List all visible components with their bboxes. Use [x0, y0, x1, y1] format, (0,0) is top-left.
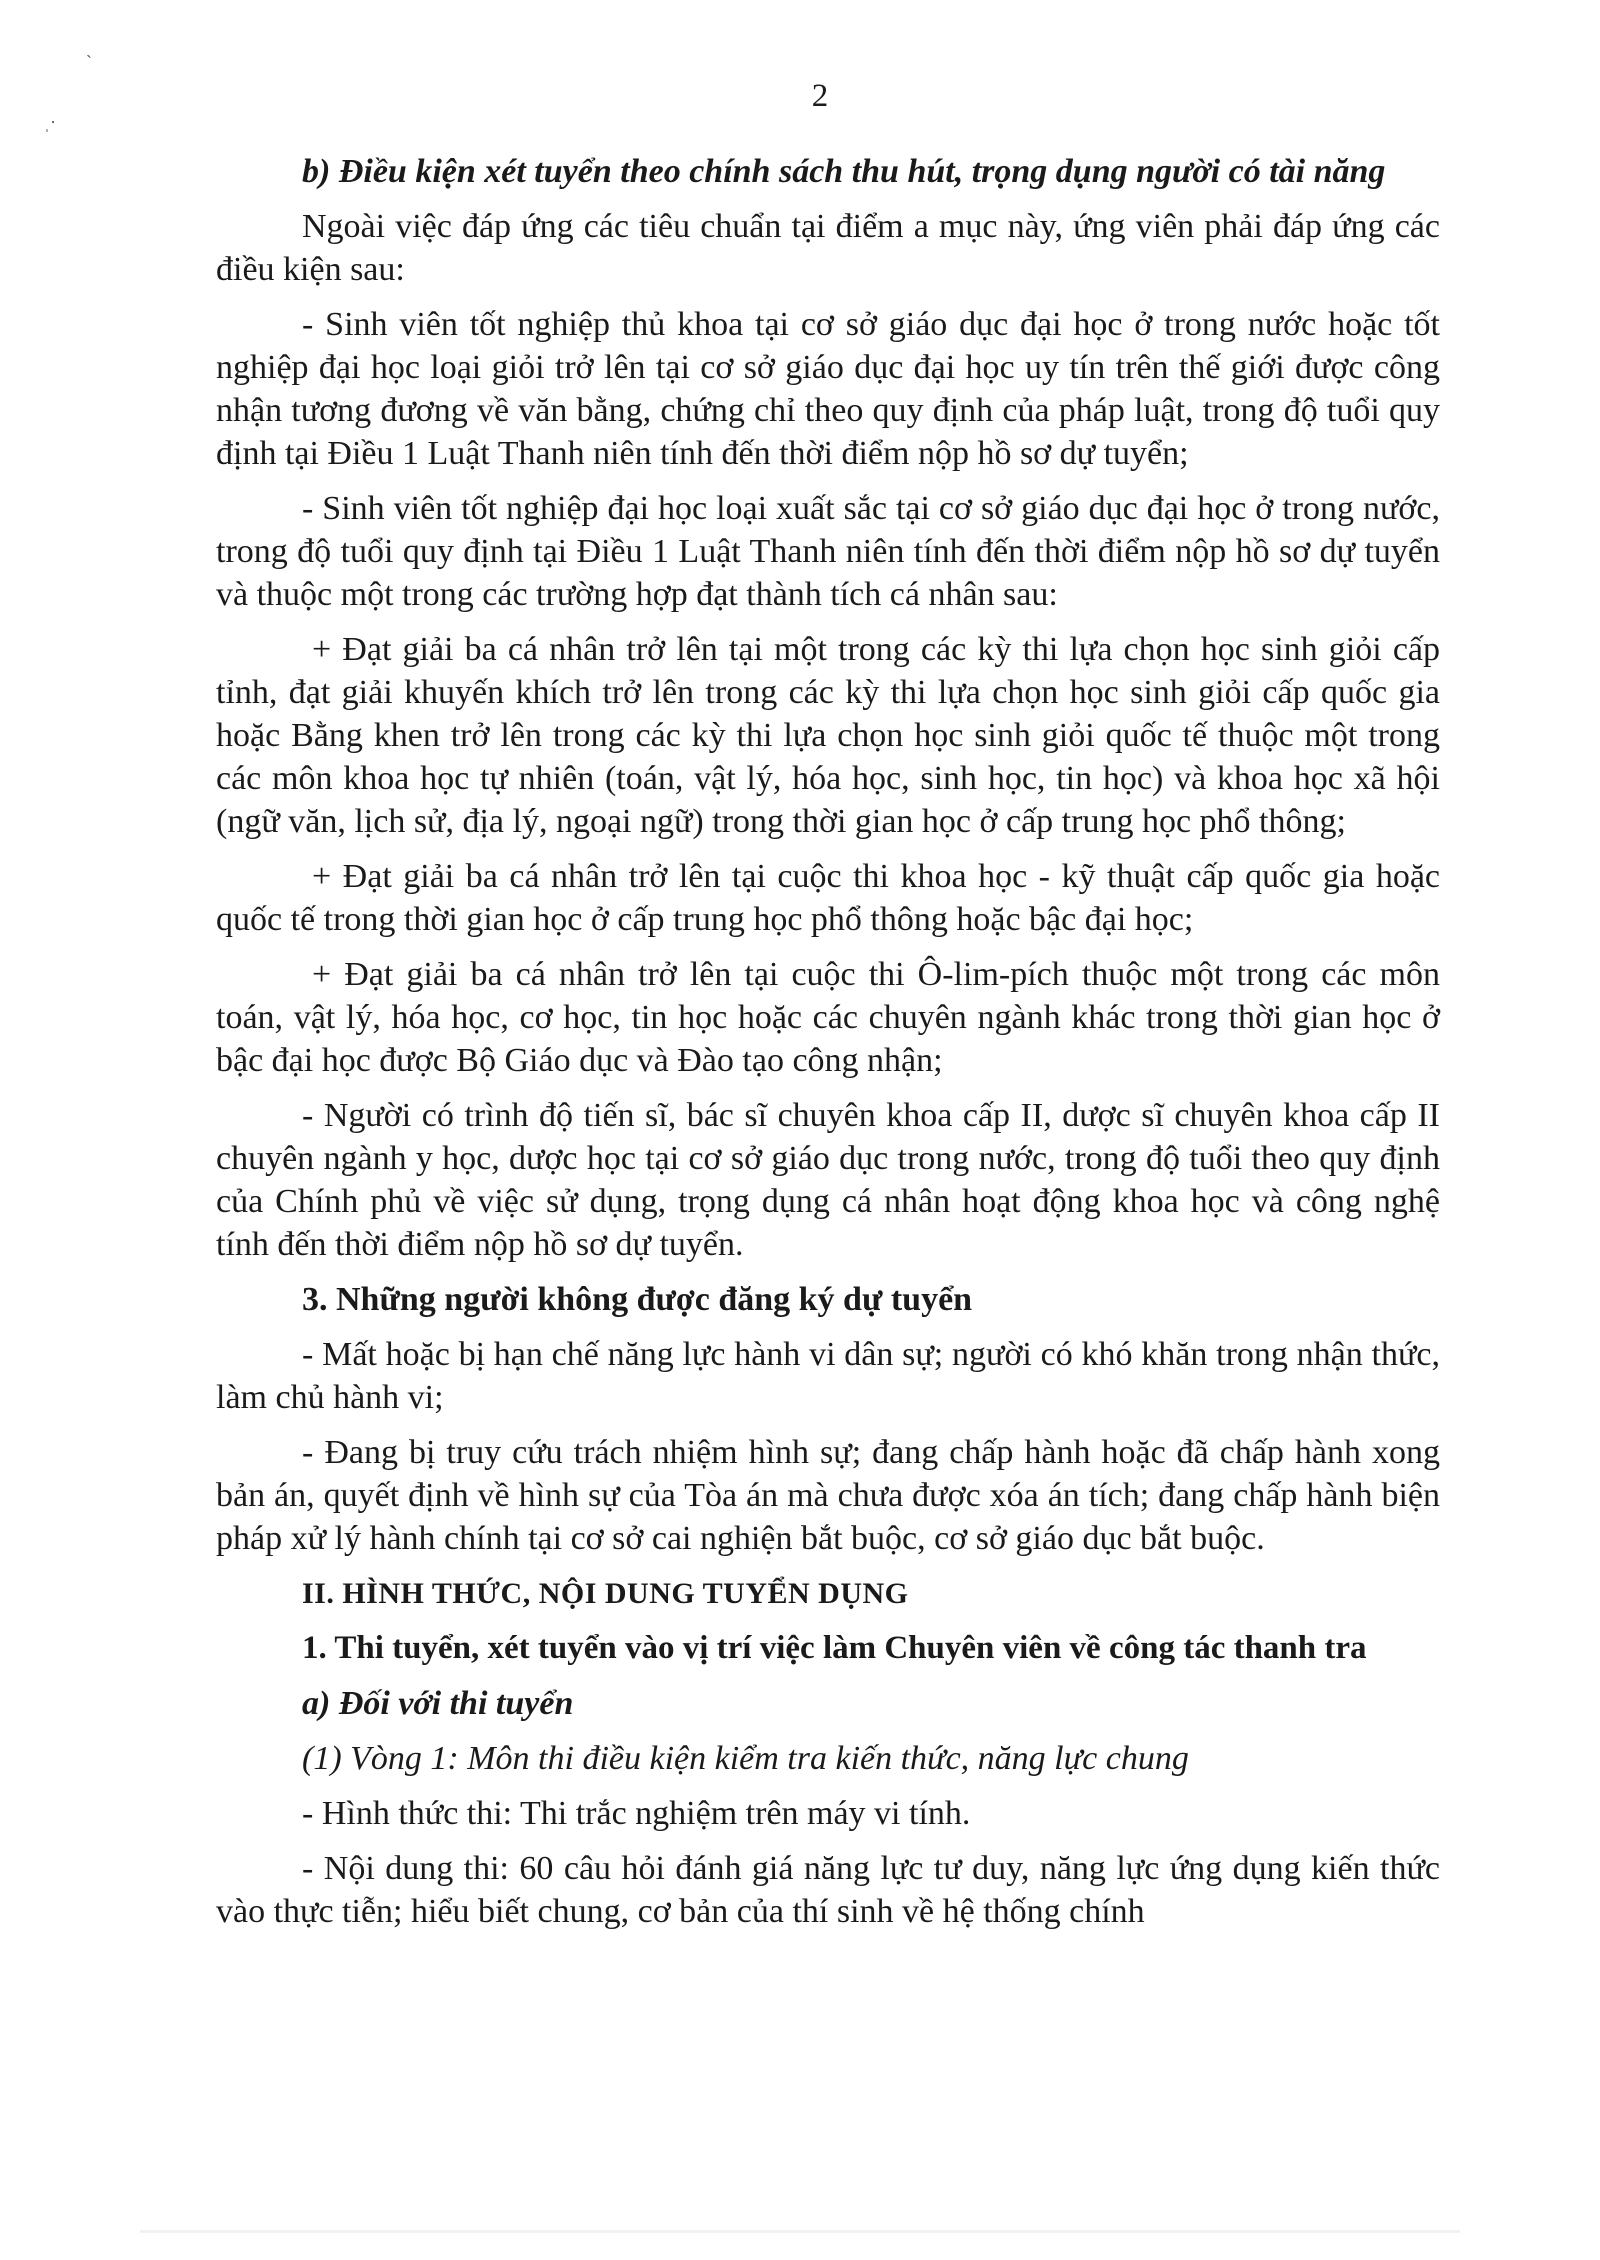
paragraph-item: - Sinh viên tốt nghiệp thủ khoa tại cơ sở giáo dục đại học ở trong nước hoặc tốt nghiệp đại học loại giỏi trở lên tại cơ sở giáo dục đại học uy tín trên thế giới được công nhận tương đương về văn bằng, chứng chỉ theo quy định của pháp luật, trong độ tuổi quy định tại Điều 1 Luật Thanh niên tính đến thời điểm nộp hồ sơ dự tuyển;	[216, 306, 1440, 472]
paragraph-subitem: + Đạt giải ba cá nhân trở lên tại một trong các kỳ thi lựa chọn học sinh giỏi cấp tỉnh, đạt giải khuyến khích trở lên trong các kỳ thi lựa chọn học sinh giỏi cấp quốc gia hoặc Bằng khen trở lên trong các kỳ thi lựa chọn học sinh giỏi quốc tế thuộc một trong các môn khoa học tự nhiên (toán, vật lý, hóa học, sinh học, tin học) và khoa học xã hội (ngữ văn, lịch sử, địa lý, ngoại ngữ) trong thời gian học ở cấp trung học phổ thông;	[216, 631, 1440, 840]
paragraph-item: - Mất hoặc bị hạn chế năng lực hành vi dân sự; người có khó khăn trong nhận thức, làm chủ hành vi;	[216, 1336, 1440, 1416]
scan-speck: ˋ	[86, 52, 92, 72]
section-heading-3: 3. Những người không được đăng ký dự tuyển	[302, 1281, 973, 1318]
page-number: 2	[811, 78, 829, 114]
paragraph-item: - Người có trình độ tiến sĩ, bác sĩ chuyên khoa cấp II, dược sĩ chuyên khoa cấp II chuyên ngành y học, dược học tại cơ sở giáo dục trong nước, trong độ tuổi theo quy định của Chính phủ về việc sử dụng, trọng dụng cá nhân hoạt động khoa học và công nghệ tính đến thời điểm nộp hồ sơ dự tuyển.	[216, 1097, 1440, 1263]
scan-edge-line	[140, 2230, 1460, 2233]
paragraph-item: - Sinh viên tốt nghiệp đại học loại xuất sắc tại cơ sở giáo dục đại học ở trong nước, trong độ tuổi quy định tại Điều 1 Luật Thanh niên tính đến thời điểm nộp hồ sơ dự tuyển và thuộc một trong các trường hợp đạt thành tích cá nhân sau:	[216, 490, 1440, 613]
scan-speck: ˌ·	[44, 112, 56, 132]
round-heading: (1) Vòng 1: Môn thi điều kiện kiểm tra kiến thức, năng lực chung	[302, 1740, 1189, 1777]
subsection-heading-a: a) Đối với thi tuyển	[302, 1685, 574, 1722]
chapter-heading-II: II. HÌNH THỨC, NỘI DUNG TUYỂN DỤNG	[302, 1577, 909, 1610]
paragraph-item: - Nội dung thi: 60 câu hỏi đánh giá năng lực tư duy, năng lực ứng dụng kiến thức vào thực tiễn; hiểu biết chung, cơ bản của thí sinh về hệ thống chính	[216, 1850, 1440, 1930]
paragraph-subitem: + Đạt giải ba cá nhân trở lên tại cuộc thi Ô-lim-pích thuộc một trong các môn toán, vật lý, hóa học, cơ học, tin học hoặc các chuyên ngành khác trong thời gian học ở bậc đại học được Bộ Giáo dục và Đào tạo công nhận;	[216, 956, 1440, 1079]
subsection-heading-b: b) Điều kiện xét tuyển theo chính sách thu hút, trọng dụng người có tài năng	[302, 153, 1386, 190]
paragraph: Ngoài việc đáp ứng các tiêu chuẩn tại điểm a mục này, ứng viên phải đáp ứng các điều kiện sau:	[216, 208, 1440, 288]
paragraph-item: - Hình thức thi: Thi trắc nghiệm trên máy vi tính.	[302, 1795, 971, 1832]
paragraph-item: - Đang bị truy cứu trách nhiệm hình sự; đang chấp hành hoặc đã chấp hành xong bản án, quyết định về hình sự của Tòa án mà chưa được xóa án tích; đang chấp hành biện pháp xử lý hành chính tại cơ sở cai nghiện bắt buộc, cơ sở giáo dục bắt buộc.	[216, 1434, 1440, 1557]
section-heading-1: 1. Thi tuyển, xét tuyển vào vị trí việc làm Chuyên viên về công tác thanh tra	[302, 1630, 1367, 1666]
document-body	[216, 150, 1440, 1933]
paragraph-subitem: + Đạt giải ba cá nhân trở lên tại cuộc thi khoa học - kỹ thuật cấp quốc gia hoặc quốc tế trong thời gian học ở cấp trung học phổ thông hoặc bậc đại học;	[216, 858, 1440, 938]
